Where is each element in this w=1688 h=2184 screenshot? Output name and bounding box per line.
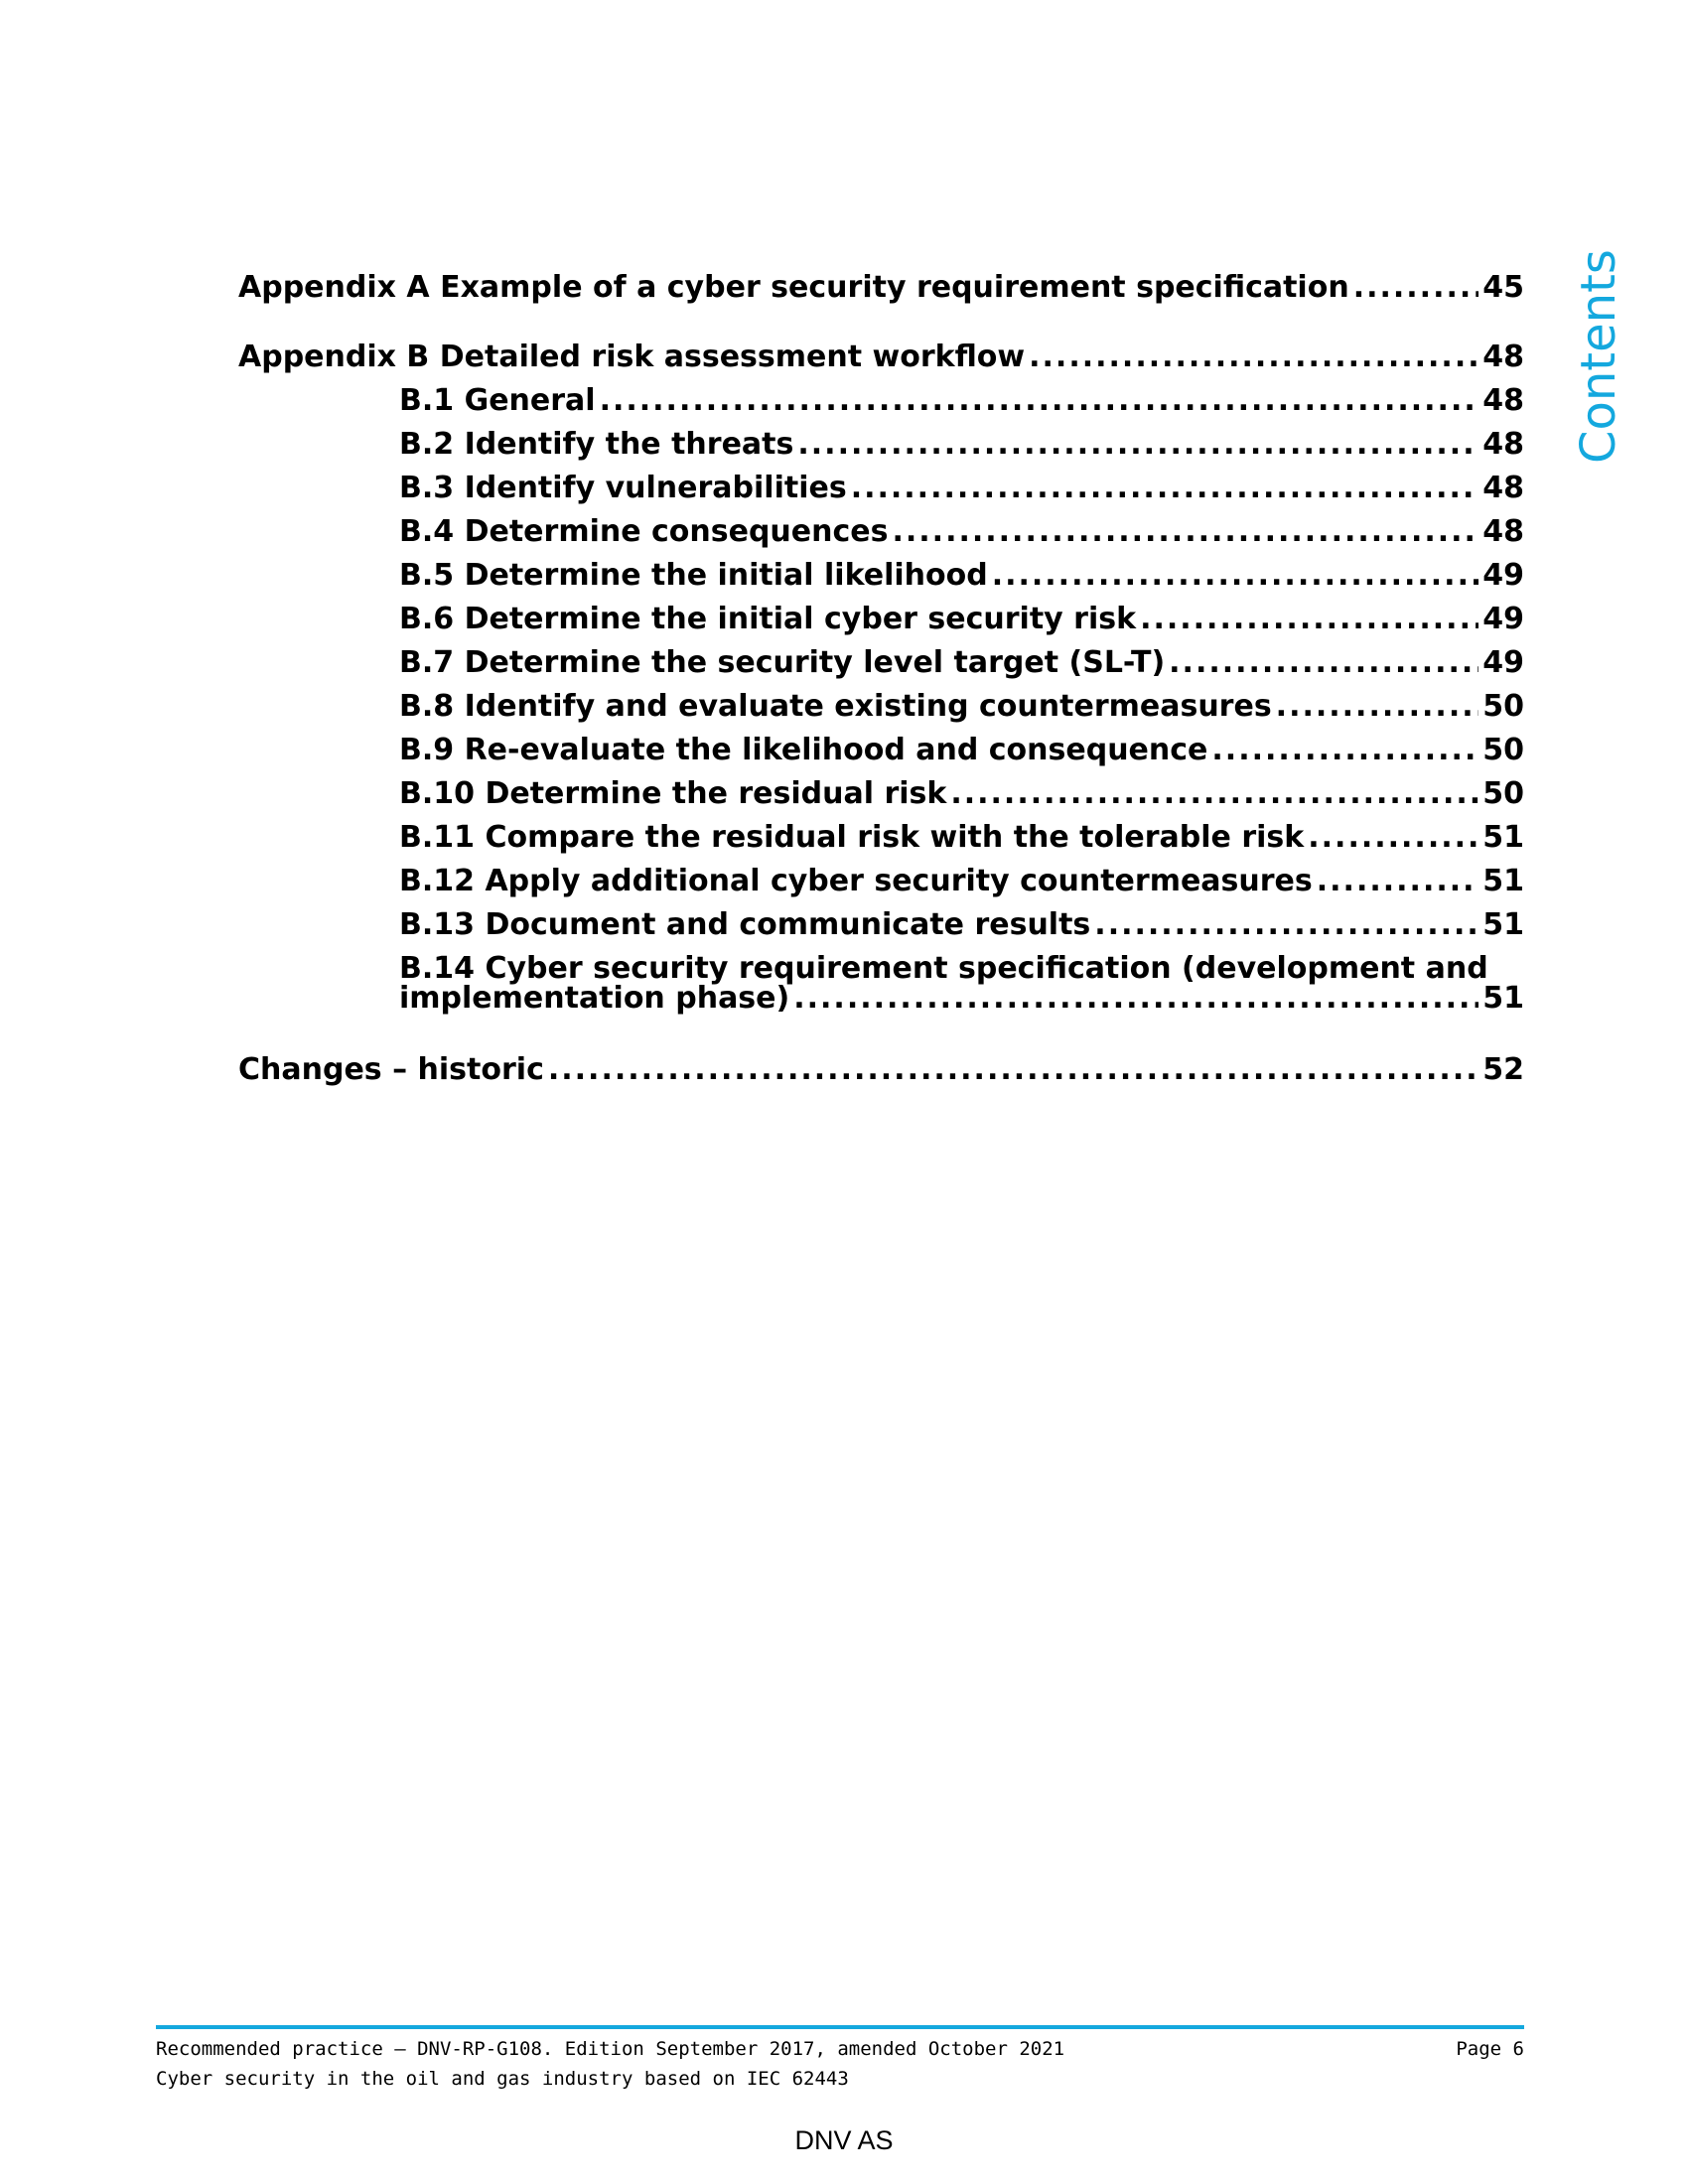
toc-entry-b8[interactable] — [399, 689, 1524, 725]
toc-label: B.5 Determine the initial likelihood — [399, 558, 988, 593]
footer-divider — [156, 2025, 1524, 2029]
toc-leader — [1029, 340, 1478, 375]
toc-label: Appendix B Detailed risk assessment workflow — [238, 340, 1026, 374]
toc-leader — [600, 383, 1479, 419]
toc-entry-b3[interactable] — [399, 471, 1524, 506]
toc-leader — [1140, 602, 1478, 637]
toc-label-line1: B.14 Cyber security requirement specification (development and — [399, 951, 1488, 986]
toc-leader — [992, 558, 1479, 594]
toc-entry-b4[interactable] — [399, 514, 1524, 550]
toc-page-number: 48 — [1482, 514, 1524, 549]
toc-label-line2: implementation phase) — [399, 981, 790, 1016]
toc-page-number: 48 — [1482, 427, 1524, 462]
toc-leader — [1317, 864, 1478, 899]
toc-page-number: 50 — [1482, 733, 1524, 767]
toc-leader — [851, 471, 1479, 506]
toc-label: B.2 Identify the threats — [399, 427, 794, 462]
toc-entry-b14[interactable] — [399, 951, 1524, 1017]
toc-label: B.13 Document and communicate results — [399, 907, 1091, 942]
toc-leader — [548, 1052, 1478, 1088]
company-name: DNV AS — [794, 2125, 894, 2155]
toc-entry-b13[interactable] — [399, 907, 1524, 943]
toc-label: B.10 Determine the residual risk — [399, 776, 947, 811]
toc-page-number: 51 — [1482, 820, 1524, 855]
toc-leader — [1211, 733, 1478, 768]
toc-leader — [1094, 907, 1478, 943]
toc-page-number: 50 — [1482, 689, 1524, 724]
toc-label: B.1 General — [399, 383, 596, 418]
toc-label: B.12 Apply additional cyber security countermeasures — [399, 864, 1313, 898]
toc-page-number: 49 — [1482, 602, 1524, 636]
toc-page-number: 49 — [1482, 645, 1524, 680]
toc-page-number: 51 — [1482, 907, 1524, 942]
toc-label: B.6 Determine the initial cyber security risk — [399, 602, 1137, 636]
toc-entry-b6[interactable] — [399, 602, 1524, 637]
toc-page-number: 49 — [1482, 558, 1524, 593]
toc-page-number: 50 — [1482, 776, 1524, 811]
toc-label: B.3 Identify vulnerabilities — [399, 471, 847, 505]
toc-entry-b9[interactable] — [399, 733, 1524, 768]
toc-entry-b10[interactable] — [399, 776, 1524, 812]
toc-entry-changes-historic[interactable] — [238, 1052, 1524, 1088]
toc-entry-appendix-a[interactable] — [238, 270, 1524, 306]
toc-label: Changes – historic — [238, 1052, 544, 1087]
footer-document-subtitle: Cyber security in the oil and gas industry based on IEC 62443 — [156, 2068, 849, 2090]
toc-label: B.11 Compare the residual risk with the tolerable risk — [399, 820, 1305, 855]
footer-page-number: Page 6 — [1456, 2038, 1524, 2060]
side-title — [1554, 249, 1643, 464]
toc-entry-b2[interactable] — [399, 427, 1524, 463]
toc-leader — [1169, 645, 1478, 681]
toc-label: Appendix A Example of a cyber security requirement specification — [238, 270, 1349, 305]
toc-entry-b7[interactable] — [399, 645, 1524, 681]
toc-leader — [1353, 270, 1479, 306]
toc-page-number: 51 — [1482, 864, 1524, 898]
toc-leader — [1276, 689, 1479, 725]
toc-entry-b11[interactable] — [399, 820, 1524, 856]
toc-entry-appendix-b[interactable] — [238, 340, 1524, 375]
toc-leader — [793, 981, 1478, 1017]
toc-entry-b12[interactable] — [399, 864, 1524, 899]
footer-document-title: Recommended practice — DNV-RP-G108. Edition September 2017, amended October 2021 — [156, 2038, 1065, 2060]
toc-leader — [950, 776, 1478, 812]
side-title-text: Contents — [1571, 249, 1626, 464]
toc-leader — [797, 427, 1478, 463]
toc-page-number: 48 — [1482, 383, 1524, 418]
toc-entry-b5[interactable] — [399, 558, 1524, 594]
toc-leader — [892, 514, 1478, 550]
toc-entry-b1[interactable] — [399, 383, 1524, 419]
toc-page-number: 52 — [1482, 1052, 1524, 1087]
toc-label: B.8 Identify and evaluate existing countermeasures — [399, 689, 1272, 724]
toc-page-number: 48 — [1482, 340, 1524, 374]
toc-label: B.4 Determine consequences — [399, 514, 889, 549]
toc-page-number: 51 — [1482, 981, 1524, 1016]
toc-label: B.9 Re-evaluate the likelihood and consequence — [399, 733, 1208, 767]
toc-leader — [1308, 820, 1478, 856]
toc-page-number: 45 — [1482, 270, 1524, 305]
toc-page-number: 48 — [1482, 471, 1524, 505]
toc-label: B.7 Determine the security level target (SL-T) — [399, 645, 1166, 680]
